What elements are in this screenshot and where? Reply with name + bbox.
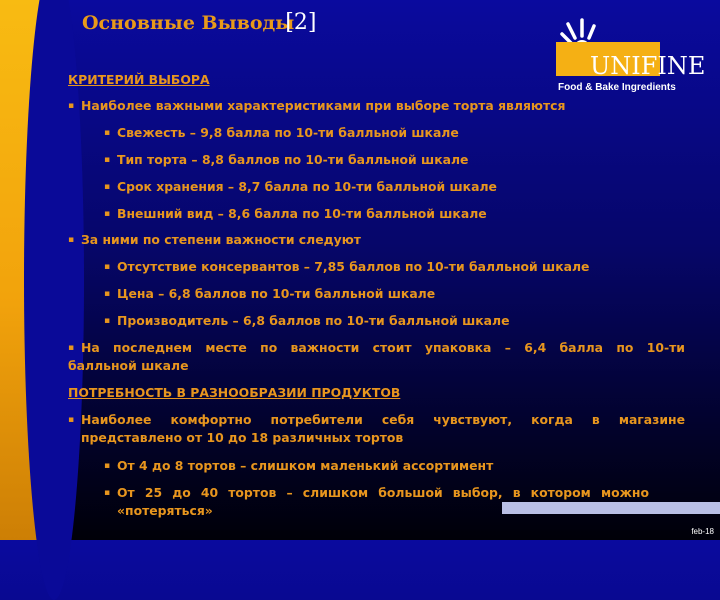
section-heading-variety: ПОТРЕБНОСТЬ В РАЗНООБРАЗИИ ПРОДУКТОВ xyxy=(68,385,401,400)
list-item: Производитель – 6,8 баллов по 10-ти балльной шкале xyxy=(117,313,510,328)
bullet-icon: ▪ xyxy=(104,289,111,299)
logo-brand: UNIFINE xyxy=(590,52,706,80)
bullet-icon: ▪ xyxy=(68,343,75,353)
paragraph-comfort-line2: представлено от 10 до 18 различных тортов xyxy=(81,430,404,445)
bullet-icon: ▪ xyxy=(104,461,111,471)
paragraph-packaging-line1: На последнем месте по важности стоит упаковка – 6,4 балла по 10-ти xyxy=(81,340,685,355)
list-item: Свежесть – 9,8 балла по 10-ти балльной шкале xyxy=(117,125,459,140)
list-item: Внешний вид – 8,6 балла по 10-ти балльной шкале xyxy=(117,206,487,221)
paragraph-comfort-line1: Наиболее комфортно потребители себя чувствуют, когда в магазине xyxy=(81,412,685,427)
paragraph-packaging-line2: балльной шкале xyxy=(68,358,189,373)
bullet-icon: ▪ xyxy=(104,209,111,219)
bullet-icon: ▪ xyxy=(104,155,111,165)
list-item: От 4 до 8 тортов – слишком маленький ассортимент xyxy=(117,458,494,473)
bullet-icon: ▪ xyxy=(104,488,111,498)
list-item: Тип торта – 8,8 баллов по 10-ти балльной шкале xyxy=(117,152,469,167)
list-item-line1: От 25 до 40 тортов – слишком большой выбор, в котором можно xyxy=(117,485,649,500)
paragraph-secondary: За ними по степени важности следуют xyxy=(81,232,361,247)
bullet-icon: ▪ xyxy=(68,415,75,425)
list-item: Цена – 6,8 баллов по 10-ти балльной шкале xyxy=(117,286,436,301)
list-item: Срок хранения – 8,7 балла по 10-ти балльной шкале xyxy=(117,179,497,194)
slide-title-text: Основные Выводы xyxy=(82,12,295,34)
bullet-icon: ▪ xyxy=(104,182,111,192)
decorative-bottom-bar xyxy=(502,502,720,514)
paragraph-main-characteristics: Наиболее важными характеристиками при выборе торта являются xyxy=(81,98,566,113)
list-item: Отсутствие консервантов – 7,85 баллов по 10-ти балльной шкале xyxy=(117,259,590,274)
section-heading-criteria: КРИТЕРИЙ ВЫБОРА xyxy=(68,72,210,87)
bullet-icon: ▪ xyxy=(104,316,111,326)
slide-footer-date: feb-18 xyxy=(691,527,714,536)
bullet-icon: ▪ xyxy=(104,128,111,138)
slide-title-suffix: [2] xyxy=(285,10,317,35)
logo-tagline: Food & Bake Ingredients xyxy=(558,82,676,93)
bullet-icon: ▪ xyxy=(104,262,111,272)
list-item-line2: «потеряться» xyxy=(117,503,213,518)
bullet-icon: ▪ xyxy=(68,101,75,111)
bullet-icon: ▪ xyxy=(68,235,75,245)
